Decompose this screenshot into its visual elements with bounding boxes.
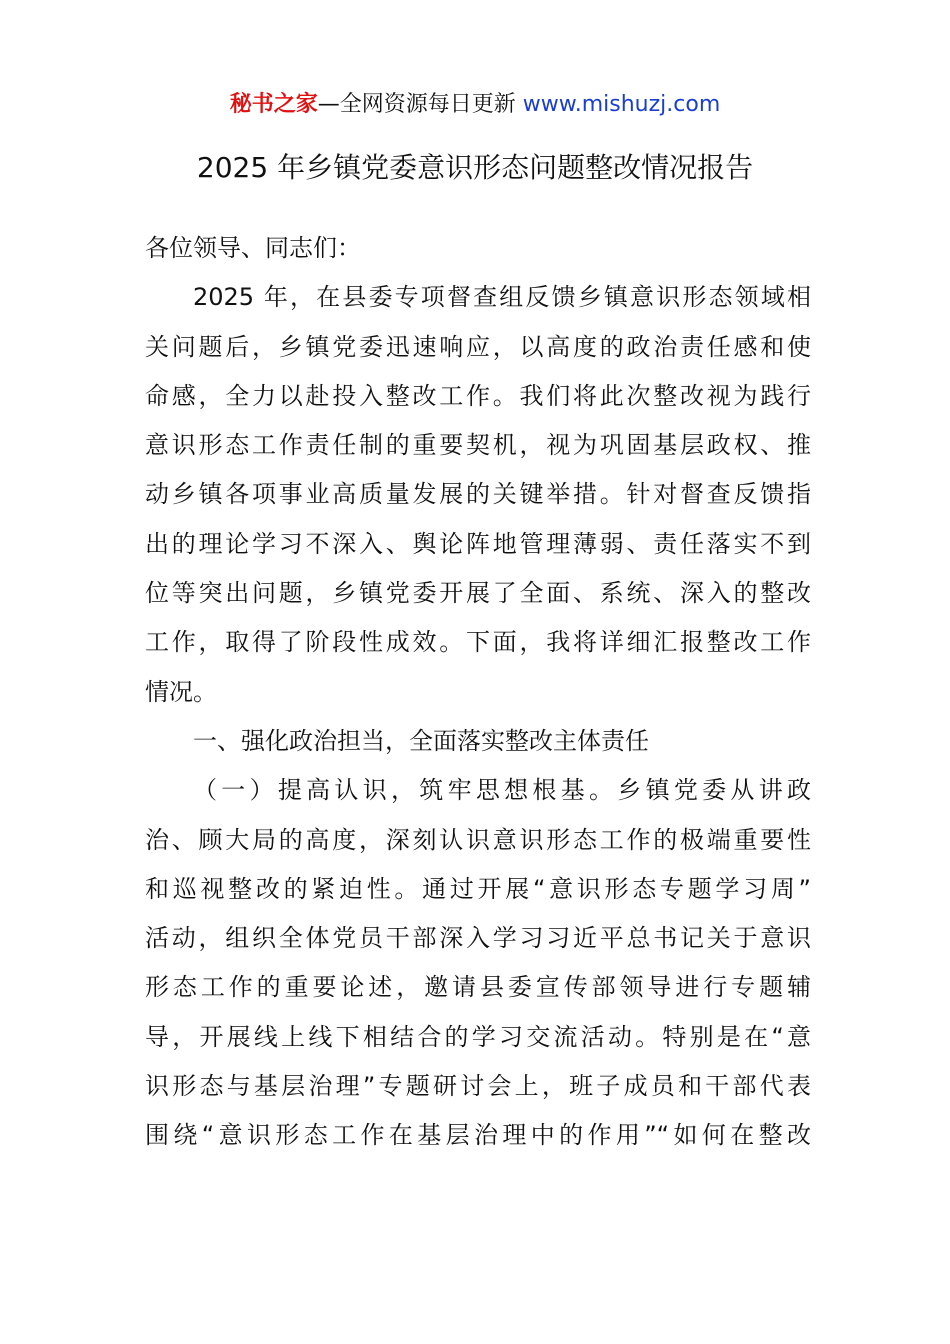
paragraph-line: 命感，全力以赴投入整改工作。我们将此次整改视为践行 [145,381,811,410]
document-body [145,224,811,1161]
paragraph-line: 2025 年，在县委专项督查组反馈乡镇意识形态领域相 [193,283,811,312]
paragraph-line: 活动，组织全体党员干部深入学习习近平总书记关于意识 [145,924,811,953]
paragraph-line: 工作，取得了阶段性成效。下面，我将详细汇报整改工作 [145,628,811,657]
salutation: 各位领导、同志们： [145,234,361,262]
paragraph-line: 治、顾大局的高度，深刻认识意识形态工作的极端重要性 [145,825,811,854]
paragraph-line: 情况。 [145,677,217,706]
paragraph-line: 关问题后，乡镇党委迅速响应，以高度的政治责任感和使 [145,332,811,361]
paragraph-line: 导，开展线上线下相结合的学习交流活动。特别是在“意 [145,1022,811,1051]
paragraph-line: 围绕“意识形态工作在基层治理中的作用”“如何在整改 [145,1121,811,1150]
paragraph-line: 形态工作的重要论述，邀请县委宣传部领导进行专题辅 [145,973,811,1002]
section-heading: 一、强化政治担当，全面落实整改主体责任 [193,726,649,755]
brand-name: 秘书之家 [229,92,318,117]
site-url-link[interactable]: www.mishuzj.com [522,92,721,117]
paragraph-line: 识形态与基层治理”专题研讨会上，班子成员和干部代表 [145,1072,811,1101]
site-header [0,88,950,122]
paragraph-line: 位等突出问题，乡镇党委开展了全面、系统、深入的整改 [145,579,811,608]
paragraph-line: 动乡镇各项事业高质量发展的关键举措。针对督查反馈指 [145,480,811,509]
paragraph-line: 出的理论学习不深入、舆论阵地管理薄弱、责任落实不到 [145,529,811,558]
paragraph-line: 意识形态工作责任制的重要契机，视为巩固基层政权、推 [145,431,811,460]
paragraph-line: （一）提高认识，筑牢思想根基。乡镇党委从讲政 [193,776,811,805]
document-title: 2025 年乡镇党委意识形态问题整改情况报告 [196,151,754,184]
header-tagline: —全网资源每日更新 [317,92,523,117]
paragraph-line: 和巡视整改的紧迫性。通过开展“意识形态专题学习周” [145,874,811,903]
